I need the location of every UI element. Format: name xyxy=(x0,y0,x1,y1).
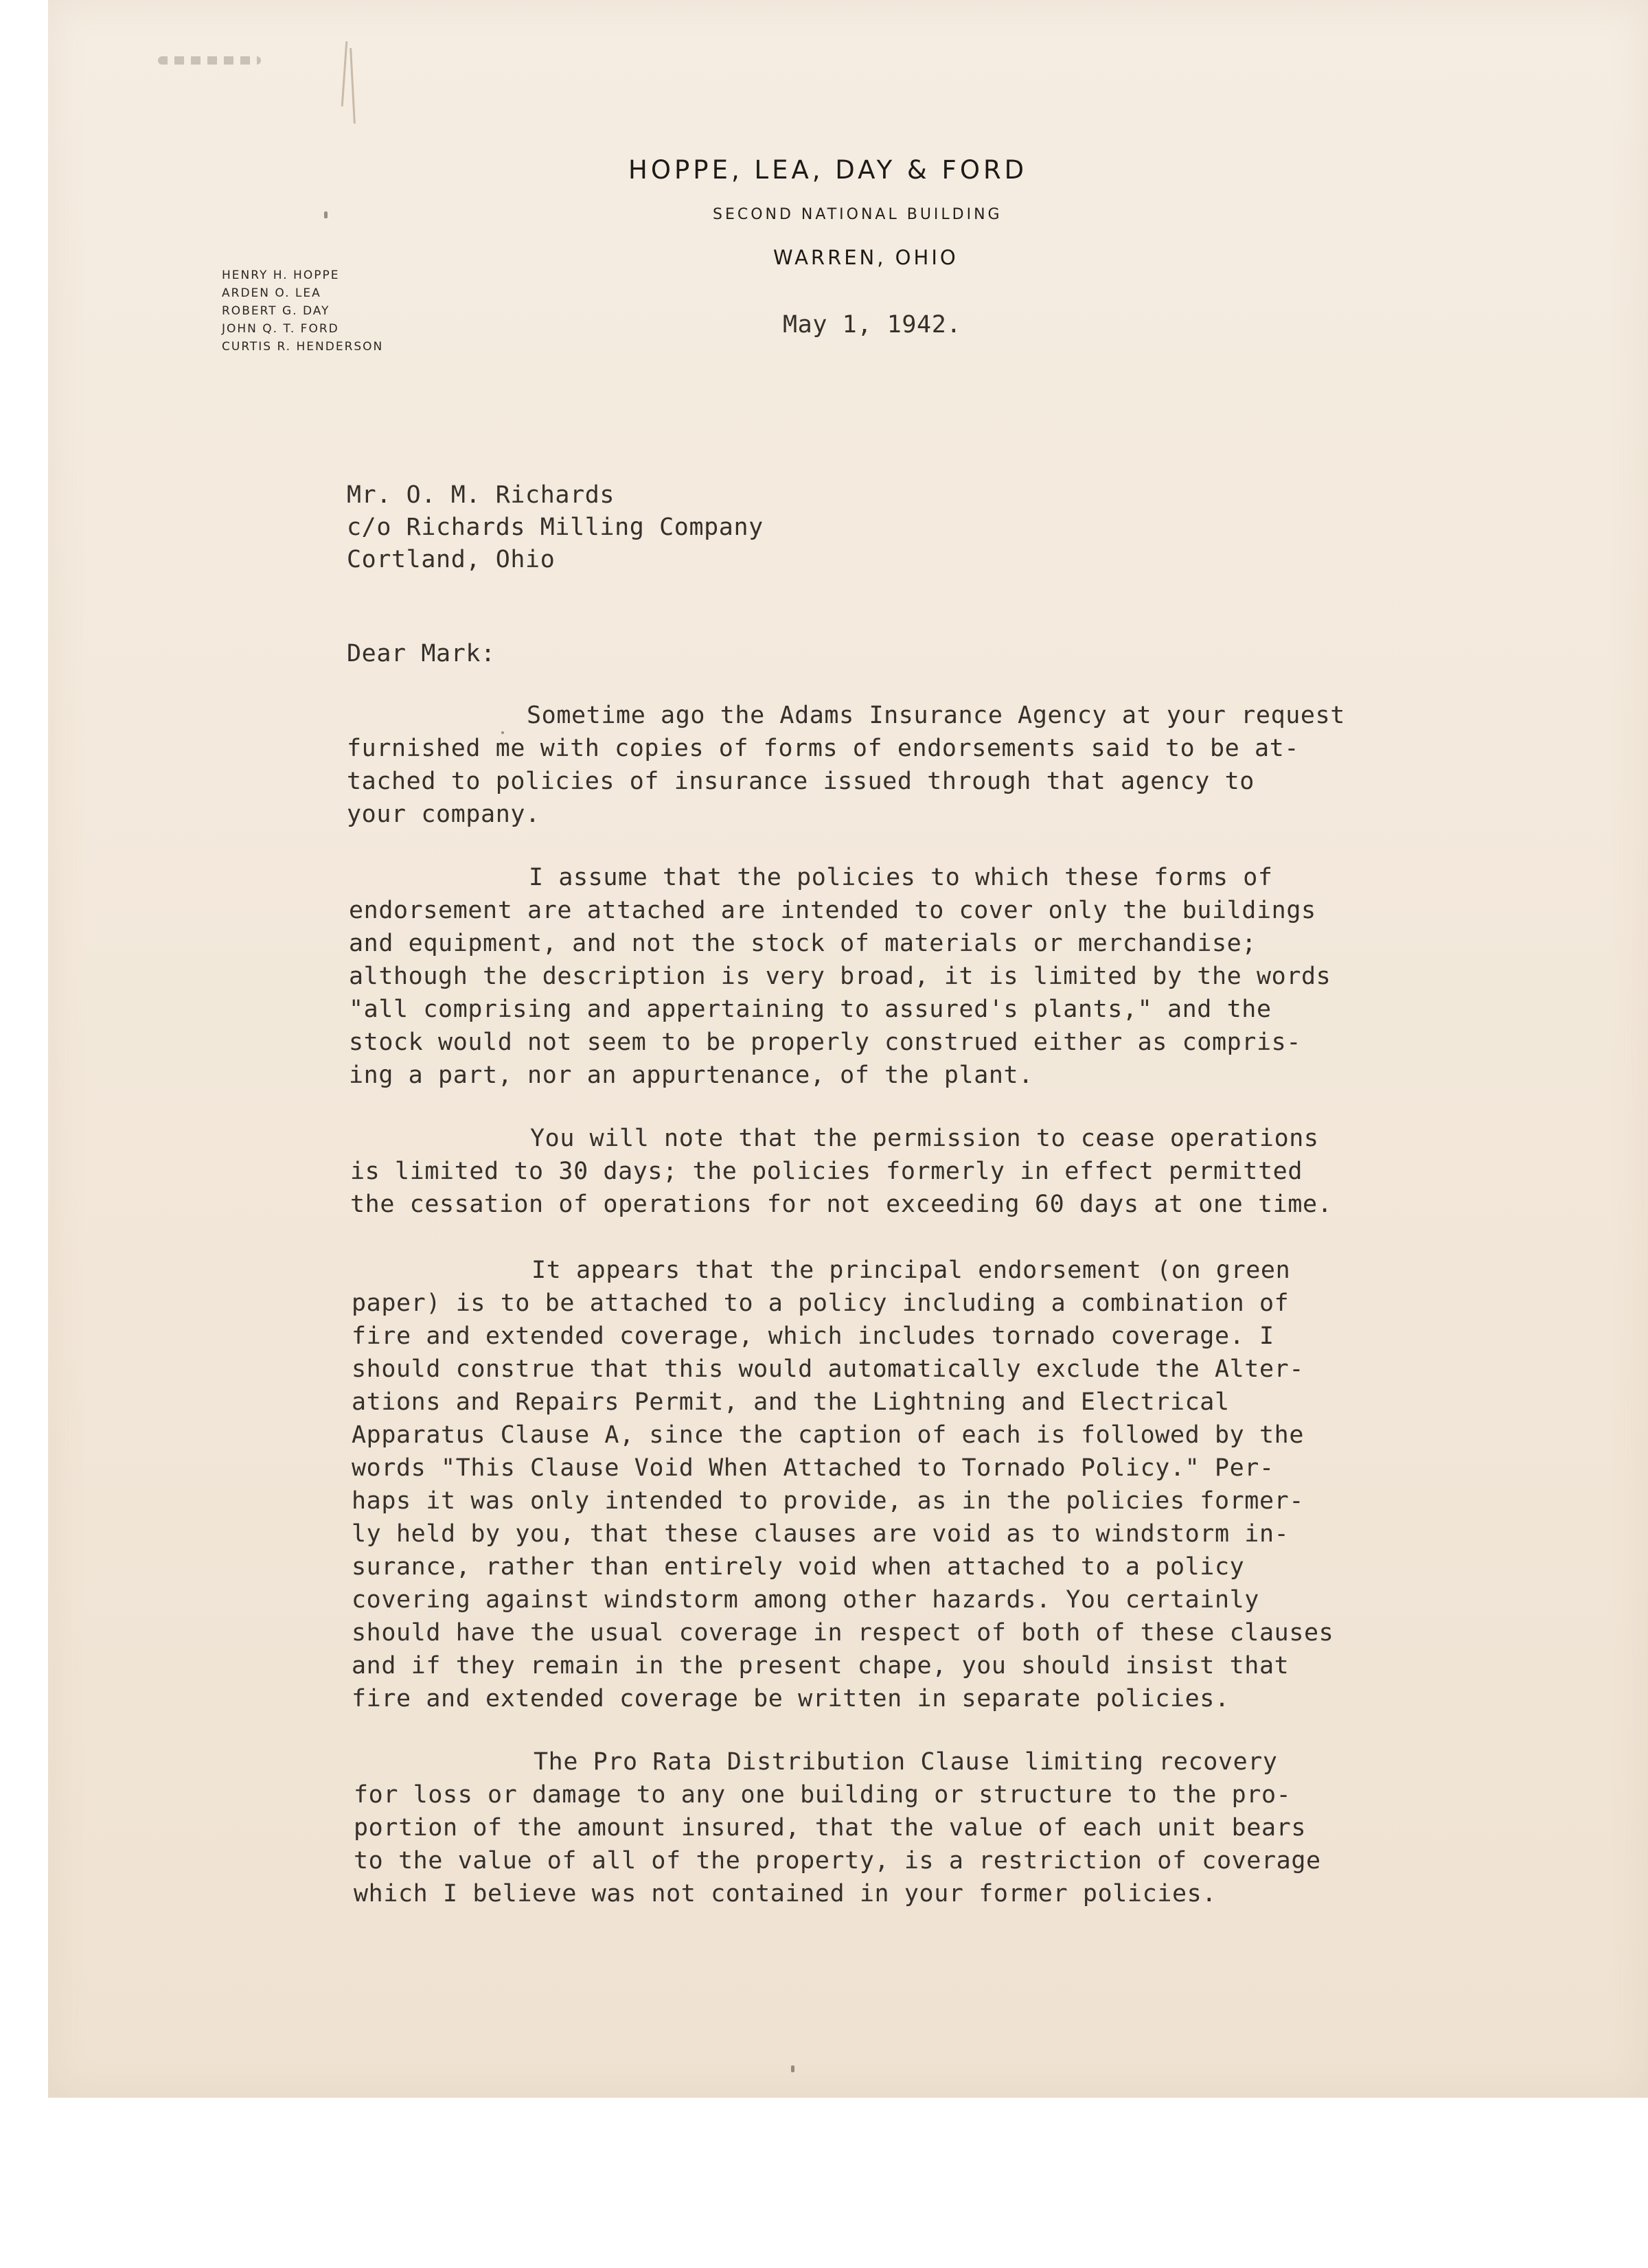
body-paragraph-1 xyxy=(347,699,1345,831)
paragraph-line: portion of the amount insured, that the value of each unit bears xyxy=(354,1814,1306,1842)
paragraph-line: haps it was only intended to provide, as in the policies former- xyxy=(352,1487,1304,1515)
paragraph-line: I assume that the policies to which these forms of xyxy=(529,864,1273,891)
paragraph-line: stock would not seem to be properly construed either as compris- xyxy=(349,1029,1301,1056)
partner-name: CURTIS R. HENDERSON xyxy=(222,340,384,354)
body-paragraph-2 xyxy=(349,861,1331,1092)
paper-speck xyxy=(791,2065,794,2072)
letterhead-city: WARREN, OHIO xyxy=(773,246,959,269)
letterhead-building: SECOND NATIONAL BUILDING xyxy=(713,206,1003,223)
partner-name: JOHN Q. T. FORD xyxy=(222,322,339,336)
body-paragraph-3 xyxy=(350,1122,1332,1221)
partner-name: HENRY H. HOPPE xyxy=(222,268,340,282)
paragraph-line: which I believe was not contained in your former policies. xyxy=(354,1880,1217,1908)
paragraph-line: and equipment, and not the stock of materials or merchandise; xyxy=(349,930,1257,957)
paragraph-line: words "This Clause Void When Attached to Tornado Policy." Per- xyxy=(352,1454,1274,1482)
paragraph-line: covering against windstorm among other hazards. You certainly xyxy=(352,1586,1259,1614)
letter-date: May 1, 1942. xyxy=(783,311,962,339)
paragraph-line: paper) is to be attached to a policy including a combination of xyxy=(352,1290,1290,1317)
paragraph-line: You will note that the permission to cease operations xyxy=(530,1125,1319,1152)
address-line: Mr. O. M. Richards xyxy=(347,481,615,509)
letterhead-firm-name: HOPPE, LEA, DAY & FORD xyxy=(628,155,1028,185)
letterhead-partner-list xyxy=(222,266,383,356)
partner-name: ROBERT G. DAY xyxy=(222,304,330,318)
paragraph-line: for loss or damage to any one building or structure to the pro- xyxy=(354,1781,1292,1809)
paragraph-line: It appears that the principal endorsement (on green xyxy=(531,1257,1291,1284)
paragraph-line: should construe that this would automatically exclude the Alter- xyxy=(352,1355,1304,1383)
paragraph-line: should have the usual coverage in respect of both of these clauses xyxy=(352,1619,1334,1647)
paragraph-line: ly held by you, that these clauses are void as to windstorm in- xyxy=(352,1520,1290,1548)
paragraph-line: furnished me with copies of forms of endorsements said to be at- xyxy=(347,735,1299,762)
paragraph-line: the cessation of operations for not exceeding 60 days at one time. xyxy=(350,1191,1333,1218)
address-line: c/o Richards Milling Company xyxy=(347,514,764,541)
paragraph-line: fire and extended coverage be written in separate policies. xyxy=(352,1685,1230,1713)
paragraph-line: tached to policies of insurance issued through that agency to xyxy=(347,768,1255,795)
paragraph-line: "all comprising and appertaining to assured's plants," and the xyxy=(349,996,1272,1023)
partner-name: ARDEN O. LEA xyxy=(222,286,321,300)
paragraph-line: ations and Repairs Permit, and the Lightning and Electrical xyxy=(352,1388,1230,1416)
paragraph-line: to the value of all of the property, is a restriction of coverage xyxy=(354,1847,1321,1875)
paragraph-line: ing a part, nor an appurtenance, of the plant. xyxy=(349,1062,1033,1089)
paragraph-line: your company. xyxy=(347,801,540,828)
paragraph-line: and if they remain in the present chape, you should insist that xyxy=(352,1652,1290,1680)
paragraph-line: The Pro Rata Distribution Clause limiting recovery xyxy=(534,1748,1278,1776)
salutation: Dear Mark: xyxy=(347,640,496,667)
body-paragraph-5 xyxy=(354,1745,1321,1910)
paragraph-line: although the description is very broad, it is limited by the words xyxy=(349,963,1331,990)
paragraph-line: Sometime ago the Adams Insurance Agency at your request xyxy=(527,702,1345,729)
fold-mark-left xyxy=(341,41,348,106)
paragraph-line: fire and extended coverage, which includes tornado coverage. I xyxy=(352,1322,1274,1350)
address-line: Cortland, Ohio xyxy=(347,546,556,573)
paragraph-line: Apparatus Clause A, since the caption of each is followed by the xyxy=(352,1421,1304,1449)
recipient-address xyxy=(347,479,764,576)
paragraph-line: endorsement are attached are intended to cover only the buildings xyxy=(349,897,1316,924)
paragraph-line: is limited to 30 days; the policies formerly in effect permitted xyxy=(350,1158,1303,1185)
fold-mark-right xyxy=(350,48,356,124)
ink-smudge xyxy=(158,56,261,65)
paragraph-line: surance, rather than entirely void when attached to a policy xyxy=(352,1553,1245,1581)
body-paragraph-4 xyxy=(352,1254,1334,1715)
paper-speck xyxy=(324,211,328,218)
